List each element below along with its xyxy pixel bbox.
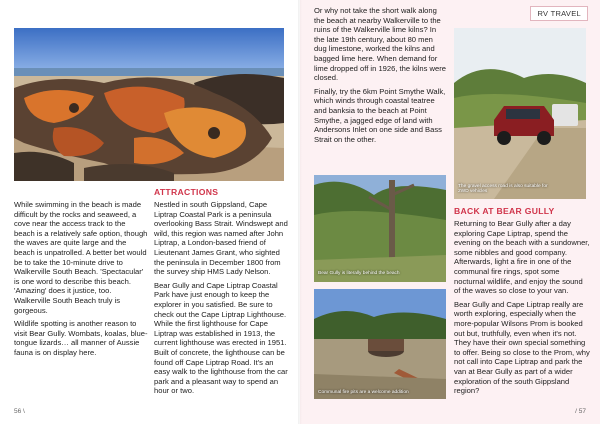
paragraph: Nestled in south Gippsland, Cape Liptrap Coastal Park is a peninsula overlooking Bass Strait. Windswept and wild, this region was named after John Liptrap, a London-based friend of Lieutenant James Grant, who sighted the peninsula in December 1800 from the survey ship HMS Lady Nelson. [154, 200, 288, 277]
car-on-gravel-road-photo [454, 28, 586, 199]
back-column-text [454, 219, 590, 400]
paragraph: Or why not take the short walk along the beach at nearby Walkerville to the ruins of the Walkerville lime kilns? In the late 19th century, about 80 men dug limestone, worked the kilns and bagged lime here. When demand for lime dropped off in 1926, the kilns were closed. [314, 6, 446, 83]
paragraph: Bear Gully and Cape Liptrap really are worth exploring, especially when the more-popular Wilsons Prom is booked out but, truthfully, even when it's not. They have their own special something to offer. Being so close to the Prom, why not call into Cape Liptrap and park the van at Bear Gully as part of a wider exploration of the south Gippsland region? [454, 299, 590, 396]
paragraph: Finally, try the 6km Point Smythe Walk, which winds through coastal teatree and banksia to the beach at Point Smythe, a jagged edge of land with Andersons Inlet on one side and Bass Strait on the other. [314, 86, 446, 144]
attractions-column-text [154, 200, 290, 400]
page-number-right: / 57 [575, 408, 586, 415]
paragraph: Returning to Bear Gully after a day exploring Cape Liptrap, spend the evening on the beach with a sundowner, some nibbles and good company. Afterwards, light a fire in one of the communal fire rings, spot some nocturnal wildlife, and enjoy the sound of the waves so close to your van. [454, 219, 590, 296]
paragraph: While swimming in the beach is made difficult by the rocks and seaweed, a cove near the access track to the beach is a relatively safe option, though the waves are quite large and the beach is unpatrolled. A better bet would be to take the 10-minute drive to Walkerville South Beach. 'Spectacular' is one word to describe this beach. 'Amazing' does it justice, too. Walkerville South Beach truly is gorgeous. [14, 200, 148, 315]
paragraph: Wildlife spotting is another reason to visit Bear Gully. Wombats, koalas, blue-tongue lizards… all manner of Aussie fauna is on display here. [14, 319, 148, 357]
photo-caption: Communal fire pits are a welcome addition [318, 390, 409, 396]
section-tag: RV TRAVEL [530, 6, 588, 21]
right-page [300, 0, 600, 424]
rocky-beach-photo [14, 28, 284, 181]
bush-trees-photo [314, 175, 446, 282]
attractions-heading: ATTRACTIONS [154, 187, 219, 197]
back-at-bear-gully-heading: BACK AT BEAR GULLY [454, 206, 555, 216]
page-number-left: 56 \ [14, 408, 25, 415]
left-column-text [14, 200, 148, 362]
photo-caption: Bear Gully is literally behind the beach [318, 271, 400, 277]
campfire-ring-photo [314, 289, 446, 399]
spine-gutter [298, 0, 302, 424]
paragraph: Bear Gully and Cape Liptrap Coastal Park have just enough to keep the explorer in you satisfied. Be sure to check out the Cape Liptrap Lighthouse. While the first lighthouse for Cape Liptrap was established in 1913, the current lighthouse was erected in 1951. Built of concrete, the lighthouse can be found off Cape Liptrap Road. It's an easy walk to the lighthouse from the car park and a pleasant way to spend an hour or two. [154, 280, 288, 396]
photo-caption: The gravel access road is also suitable for 2WD vehicles [458, 183, 548, 195]
right-column-text [314, 6, 446, 148]
